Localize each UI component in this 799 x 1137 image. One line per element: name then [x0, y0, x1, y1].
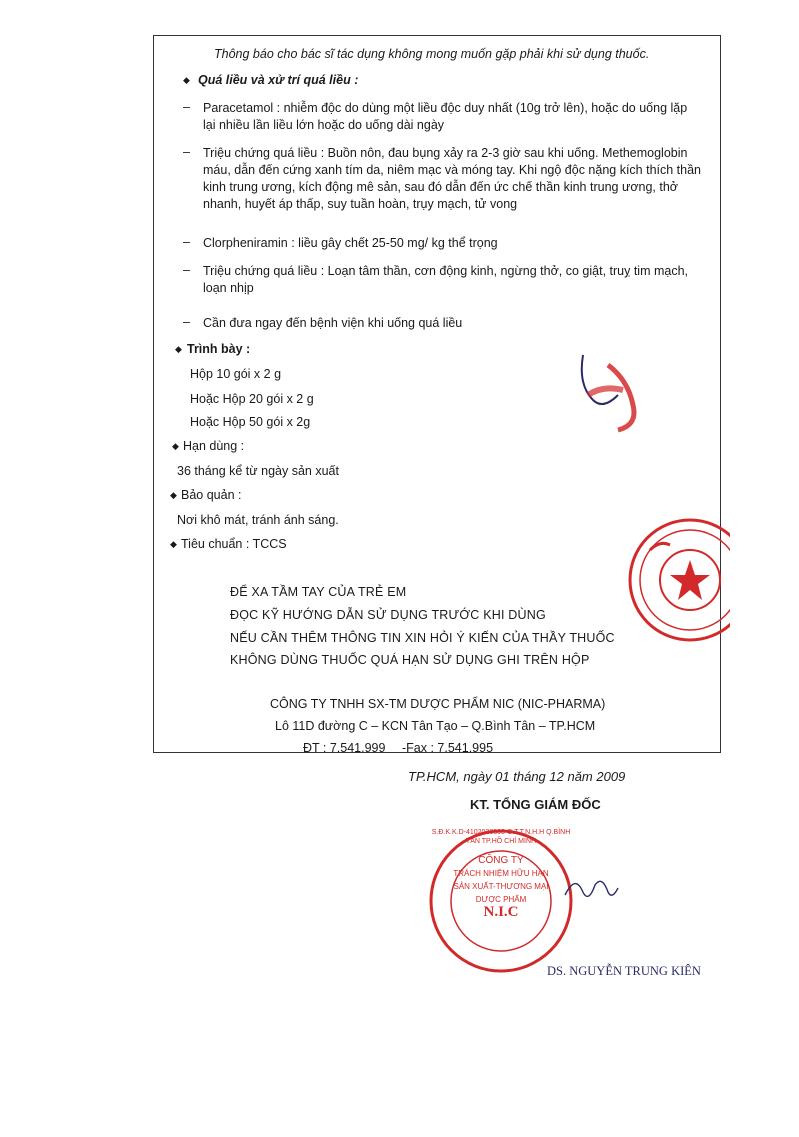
stamp-line: DƯỢC PHẨM [475, 895, 527, 904]
dash-icon: – [183, 145, 190, 159]
signatory-title: KT. TỔNG GIÁM ĐỐC [470, 797, 601, 812]
storage-heading: Bảo quản : [181, 488, 242, 502]
dash-icon: – [183, 235, 190, 249]
standard-label: Tiêu chuẩn : TCCS [181, 537, 287, 551]
date-line: TP.HCM, ngày 01 tháng 12 năm 2009 [408, 769, 626, 784]
signatory-name: DS. NGUYỄN TRUNG KIÊN [547, 964, 701, 978]
company-name: CÔNG TY TNHH SX-TM DƯỢC PHẨM NIC (NIC-PHARMA) [270, 697, 606, 711]
shelf-life-heading: Hạn dùng : [183, 439, 245, 453]
presentation-item: Hoặc Hộp 50 gói x 2g [190, 415, 311, 429]
warning-line: ĐỌC KỸ HƯỚNG DẪN SỬ DỤNG TRƯỚC KHI DÙNG [230, 608, 546, 622]
stamp-line: TRÁCH NHIỆM HỮU HẠN [453, 869, 549, 878]
inspection-stamp-icon [620, 510, 730, 660]
presentation-heading: Trình bày : [187, 342, 251, 356]
shelf-life-value: 36 tháng kể từ ngày sản xuất [177, 464, 339, 478]
bullet-icon: ◆ [172, 441, 179, 451]
signature-icon [560, 870, 620, 910]
overdose-item-paracetamol: Paracetamol : nhiễm độc do dùng một liều độc duy nhất (10g trở lên), hoặc do uống lặp lại nhiều lần liều lớn hoặc do uống dài ngày [203, 101, 688, 132]
overdose-heading: Quá liều và xử trí quá liều : [198, 73, 359, 87]
bullet-icon: ◆ [170, 539, 177, 549]
bullet-icon: ◆ [170, 490, 177, 500]
adverse-effect-notice: Thông báo cho bác sĩ tác dụng không mong muốn gặp phải khi sử dụng thuốc. [214, 47, 650, 61]
overdose-item-clorpheniramin: Clorpheniramin : liều gây chết 25-50 mg/ kg thể trọng [203, 236, 498, 250]
company-fax: -Fax : 7.541.995 [402, 741, 494, 755]
stamp-ring-text: S.Đ.K.K.D-4102020303-C.T.T.N.H.H Q.BÌNH TÂN TP.HỒ CHÍ MINH [431, 829, 571, 845]
overdose-item-symptoms-clorpheniramin: Triệu chứng quá liều : Loạn tâm thần, cơn động kinh, ngừng thở, co giật, truỵ tim mạch, loạn nhịp [203, 264, 689, 295]
red-initials-mark-icon [548, 345, 668, 440]
company-phone: ĐT : 7.541.999 [303, 741, 386, 755]
presentation-item: Hộp 10 gói x 2 g [190, 367, 282, 381]
bullet-icon: ◆ [183, 75, 190, 85]
storage-value: Nơi khô mát, tránh ánh sáng. [177, 513, 339, 527]
overdose-item-hospital: Cần đưa ngay đến bệnh viện khi uống quá liều [203, 316, 463, 330]
company-address: Lô 11D đường C – KCN Tân Tạo – Q.Bình Tân – TP.HCM [275, 719, 596, 733]
warning-line: KHÔNG DÙNG THUỐC QUÁ HẠN SỬ DỤNG GHI TRÊN HỘP [230, 653, 590, 667]
company-stamp [426, 826, 576, 976]
warning-line: ĐỂ XA TẦM TAY CỦA TRẺ EM [230, 585, 407, 599]
presentation-item: Hoặc Hộp 20 gói x 2 g [190, 392, 314, 406]
dash-icon: – [183, 100, 190, 114]
stamp-line: SẢN XUẤT-THƯƠNG MẠI [453, 882, 549, 891]
stamp-line: N.I.C [483, 904, 519, 920]
overdose-item-symptoms-paracetamol: Triệu chứng quá liều : Buồn nôn, đau bụng xảy ra 2-3 giờ sau khi uống. Methemoglobin máu, dẫn đến cứng xanh tím da, niêm mạc và móng tay. Khi ngộ độc nặng kích thích thần kinh trung ương, kích động mê sản, sau đó dẫn đến ức chế thần kinh trung ương, thở nhanh, huyết áp thấp, suy tuần hoàn, trụy mạch, tử vong [203, 146, 702, 211]
dash-icon: – [183, 315, 190, 329]
bullet-icon: ◆ [175, 344, 182, 354]
stamp-line: CÔNG TY [478, 855, 524, 866]
dash-icon: – [183, 263, 190, 277]
warning-line: NẾU CẦN THÊM THÔNG TIN XIN HỎI Ý KIẾN CỦA THẦY THUỐC [230, 631, 615, 645]
